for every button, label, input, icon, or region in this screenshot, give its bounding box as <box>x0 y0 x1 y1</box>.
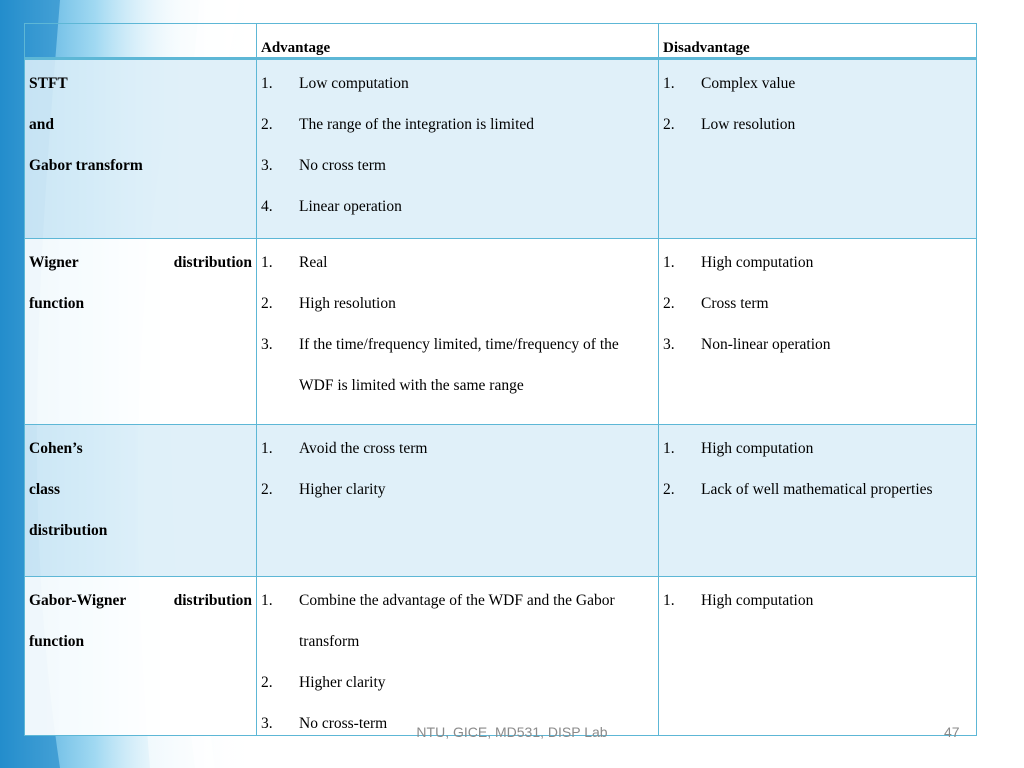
list-item: 1. Avoid the cross term <box>261 440 428 457</box>
header-row <box>25 24 977 59</box>
disadvantage-cell <box>659 577 977 736</box>
list-item: 1. Low computation <box>261 75 409 92</box>
table-row <box>25 59 977 239</box>
advantage-cell <box>257 239 659 425</box>
method-name: function <box>29 295 85 312</box>
disadvantage-cell <box>659 59 977 239</box>
advantage-cell <box>257 425 659 577</box>
comparison-table <box>24 23 977 736</box>
method-cell <box>25 577 257 736</box>
method-name: distribution <box>29 522 108 539</box>
disadvantage-cell <box>659 425 977 577</box>
list-item: 1. High computation <box>663 254 814 271</box>
list-item: 2. Higher clarity <box>261 674 386 691</box>
method-name: Cohen’s <box>29 440 83 457</box>
advantage-cell <box>257 59 659 239</box>
footer-text: NTU, GICE, MD531, DISP Lab <box>416 724 608 740</box>
method-name: and <box>29 116 54 133</box>
list-item: 2. The range of the integration is limited <box>261 116 535 133</box>
list-item: 3. Non-linear operation <box>663 336 831 353</box>
list-item: 1. High computation <box>663 440 814 457</box>
header-method <box>25 24 257 59</box>
method-name: STFT <box>29 75 68 92</box>
method-name: class <box>29 481 60 498</box>
list-item: 2. Lack of well mathematical properties <box>663 481 933 498</box>
advantage-cell <box>257 577 659 736</box>
method-name: Wigner distribution <box>29 254 252 271</box>
method-name: function <box>29 633 85 650</box>
method-cell <box>25 425 257 577</box>
list-item: 1. Combine the advantage of the WDF and the Gabor transform <box>261 592 615 650</box>
header-disadvantage: Disadvantage <box>659 24 977 59</box>
table-row <box>25 425 977 577</box>
list-item: 2. Higher clarity <box>261 481 386 498</box>
list-item: 2. Low resolution <box>663 116 796 133</box>
list-item: 2. High resolution <box>261 295 396 312</box>
list-item: 1. High computation <box>663 592 814 609</box>
table-row <box>25 577 977 736</box>
table-row <box>25 239 977 425</box>
method-cell <box>25 239 257 425</box>
disadvantage-cell <box>659 239 977 425</box>
list-item: 1. Real <box>261 254 328 271</box>
page-number: 47 <box>944 724 960 740</box>
list-item: 3. If the time/frequency limited, time/frequency of the WDF is limited with the same range <box>261 336 619 394</box>
list-item: 3. No cross-term <box>261 715 388 732</box>
header-advantage: Advantage <box>257 24 659 59</box>
list-item: 3. No cross term <box>261 157 386 174</box>
method-name: Gabor-Wigner distribution <box>29 592 252 609</box>
method-name: Gabor transform <box>29 157 143 174</box>
list-item: 4. Linear operation <box>261 198 402 215</box>
method-cell <box>25 59 257 239</box>
list-item: 2. Cross term <box>663 295 769 312</box>
list-item: 1. Complex value <box>663 75 796 92</box>
